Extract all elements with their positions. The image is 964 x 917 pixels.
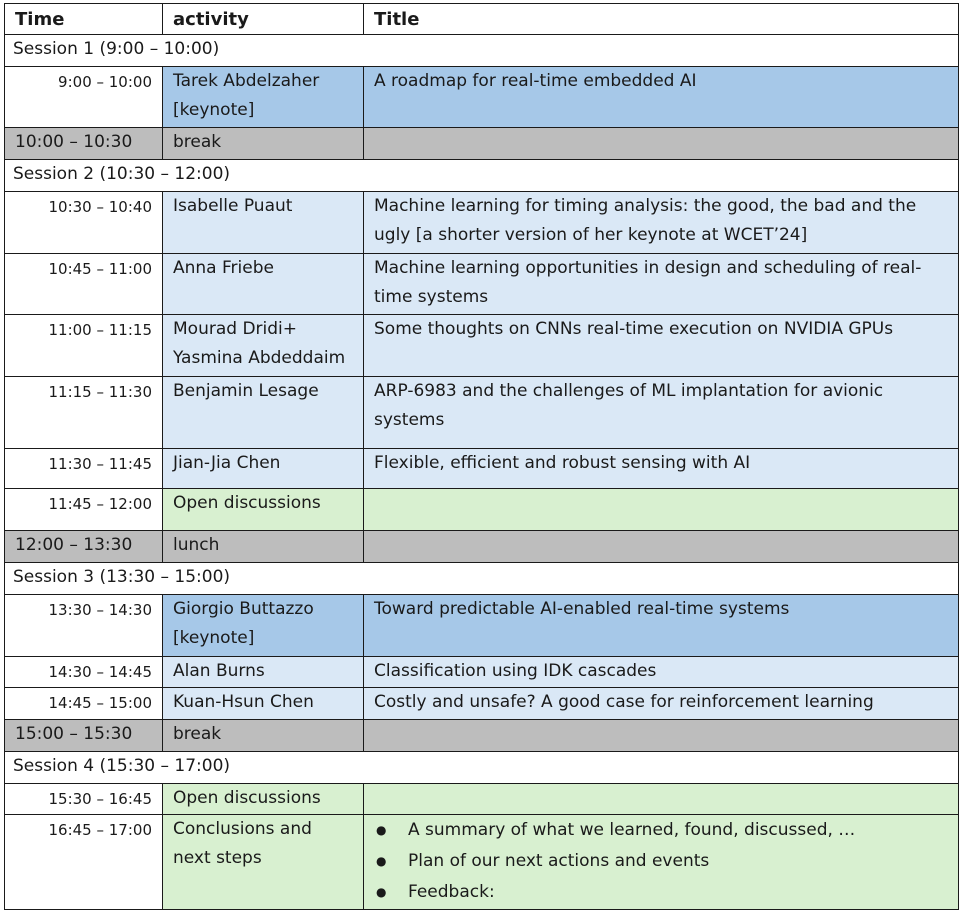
- table-row: [5, 657, 959, 688]
- table-row: [5, 489, 959, 531]
- title-cell: [364, 489, 959, 531]
- table-row: [5, 815, 959, 910]
- session-2-label: Session 2 (10:30 – 12:00): [5, 160, 959, 192]
- time-cell: 15:30 – 16:45: [5, 784, 163, 815]
- time-cell: 14:45 – 15:00: [5, 688, 163, 720]
- activity-cell: lunch: [163, 531, 364, 563]
- session-row: [5, 752, 959, 784]
- time-cell: 9:00 – 10:00: [5, 67, 163, 128]
- table-row: [5, 315, 959, 377]
- session-3-label: Session 3 (13:30 – 15:00): [5, 563, 959, 595]
- time-cell: 12:00 – 13:30: [5, 531, 163, 563]
- table-row: [5, 67, 959, 128]
- activity-cell: break: [163, 128, 364, 160]
- title-cell: Classification using IDK cascades: [364, 657, 959, 688]
- activity-cell: Tarek Abdelzaher [keynote]: [163, 67, 364, 128]
- session-4-label: Session 4 (15:30 – 17:00): [5, 752, 959, 784]
- title-cell: [364, 720, 959, 752]
- time-cell: 10:00 – 10:30: [5, 128, 163, 160]
- time-cell: 11:30 – 11:45: [5, 449, 163, 489]
- header-time: Time: [5, 4, 163, 35]
- table-row: [5, 688, 959, 720]
- break-row: [5, 128, 959, 160]
- activity-cell: Conclusions and next steps: [163, 815, 364, 910]
- title-cell: [364, 815, 959, 910]
- session-row: [5, 160, 959, 192]
- time-cell: 15:00 – 15:30: [5, 720, 163, 752]
- break-row: [5, 531, 959, 563]
- title-cell: [364, 128, 959, 160]
- time-cell: 11:45 – 12:00: [5, 489, 163, 531]
- time-cell: 11:00 – 11:15: [5, 315, 163, 377]
- break-row: [5, 720, 959, 752]
- activity-cell: Open discussions: [163, 784, 364, 815]
- session-row: [5, 35, 959, 67]
- header-activity: activity: [163, 4, 364, 35]
- title-cell: Some thoughts on CNNs real-time execution on NVIDIA GPUs: [364, 315, 959, 377]
- activity-cell: Isabelle Puaut: [163, 192, 364, 254]
- table-row: [5, 254, 959, 315]
- title-cell: Toward predictable AI-enabled real-time systems: [364, 595, 959, 657]
- title-cell: A roadmap for real-time embedded AI: [364, 67, 959, 128]
- time-cell: 14:30 – 14:45: [5, 657, 163, 688]
- list-item: ● Plan of our next actions and events: [374, 846, 948, 877]
- session-1-label: Session 1 (9:00 – 10:00): [5, 35, 959, 67]
- time-cell: 16:45 – 17:00: [5, 815, 163, 910]
- activity-cell: Kuan-Hsun Chen: [163, 688, 364, 720]
- list-item: ● Feedback:: [374, 877, 948, 908]
- activity-cell: Anna Friebe: [163, 254, 364, 315]
- activity-cell: Alan Burns: [163, 657, 364, 688]
- table-row: [5, 449, 959, 489]
- time-cell: 11:15 – 11:30: [5, 377, 163, 449]
- time-cell: 10:45 – 11:00: [5, 254, 163, 315]
- time-cell: 10:30 – 10:40: [5, 192, 163, 254]
- list-item: ● A summary of what we learned, found, discussed, …: [374, 815, 948, 846]
- bullet-list: [374, 815, 948, 908]
- table-row: [5, 595, 959, 657]
- schedule-table: [4, 3, 959, 910]
- session-row: [5, 563, 959, 595]
- activity-cell: Mourad Dridi+ Yasmina Abdeddaim: [163, 315, 364, 377]
- title-cell: Flexible, efficient and robust sensing with AI: [364, 449, 959, 489]
- time-cell: 13:30 – 14:30: [5, 595, 163, 657]
- title-cell: [364, 531, 959, 563]
- table-row: [5, 784, 959, 815]
- activity-cell: Benjamin Lesage: [163, 377, 364, 449]
- title-cell: Costly and unsafe? A good case for reinforcement learning: [364, 688, 959, 720]
- activity-cell: Jian-Jia Chen: [163, 449, 364, 489]
- title-cell: [364, 784, 959, 815]
- title-cell: Machine learning for timing analysis: the good, the bad and the ugly [a shorter version of her keynote at WCET’24]: [364, 192, 959, 254]
- activity-cell: break: [163, 720, 364, 752]
- activity-cell: Giorgio Buttazzo [keynote]: [163, 595, 364, 657]
- table-row: [5, 192, 959, 254]
- activity-cell: Open discussions: [163, 489, 364, 531]
- header-title: Title: [364, 4, 959, 35]
- title-cell: Machine learning opportunities in design and scheduling of real-time systems: [364, 254, 959, 315]
- table-row: [5, 377, 959, 449]
- title-cell: ARP-6983 and the challenges of ML implantation for avionic systems: [364, 377, 959, 449]
- header-row: [5, 4, 959, 35]
